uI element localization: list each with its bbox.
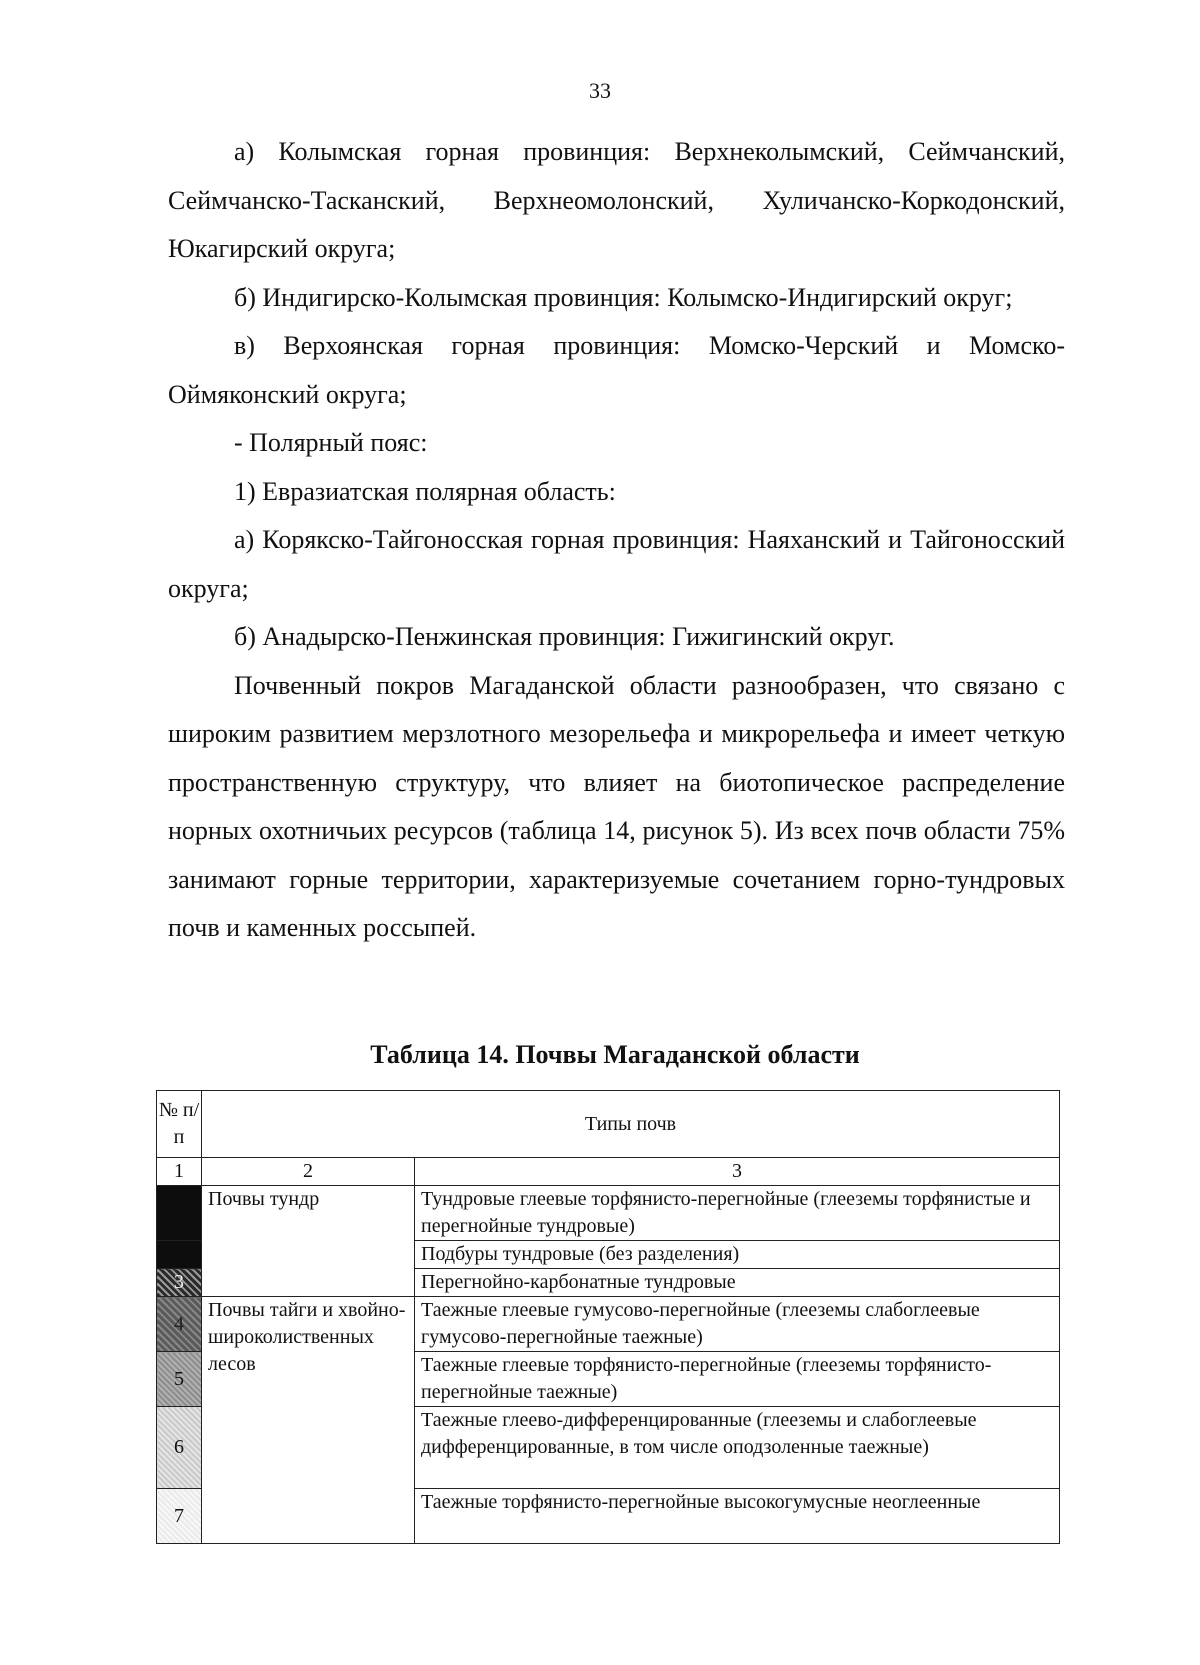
header-num: № п/п (157, 1091, 202, 1158)
legend-swatch: 7 (157, 1489, 202, 1544)
col-index-3: 3 (415, 1158, 1060, 1186)
table-header-row (157, 1091, 1060, 1158)
soil-type: Таежные глеевые гумусово-перегнойные (глееземы слабоглеевые гумусово-перегнойные таежные) (415, 1297, 1060, 1352)
soil-type: Тундровые глеевые торфянисто-перегнойные (глееземы торфянистые и перегнойные тундровые) (415, 1186, 1060, 1241)
legend-swatch (157, 1241, 202, 1269)
table-row (157, 1297, 1060, 1352)
soil-type: Таежные глеевые торфянисто-перегнойные (глееземы торфянисто-перегнойные таежные) (415, 1352, 1060, 1407)
table-index-row (157, 1158, 1060, 1186)
legend-swatch: 3 (157, 1269, 202, 1297)
paragraph: а) Корякско-Тайгоносская горная провинция: Наяханский и Тайгоносский округа; (168, 525, 1065, 603)
paragraph: б) Индигирско-Колымская провинция: Колымско-Индигирский округ; (234, 282, 1013, 312)
legend-swatch: 5 (157, 1352, 202, 1407)
paragraph: в) Верхоянская горная провинция: Момско-Черский и Момско-Оймяконский округа; (168, 331, 1065, 409)
legend-swatch: 6 (157, 1407, 202, 1489)
group-taiga: Почвы тайги и хвойно-широколиственных лесов (202, 1297, 415, 1544)
legend-swatch: 4 (157, 1297, 202, 1352)
paragraph: 1) Евразиатская полярная область: (234, 476, 616, 506)
paragraph: б) Анадырско-Пенжинская провинция: Гижигинский округ. (234, 622, 895, 651)
legend-swatch (157, 1186, 202, 1241)
paragraph: - Полярный пояс: (234, 428, 428, 457)
table-caption: Таблица 14. Почвы Магаданской области (370, 1040, 860, 1069)
soil-type: Перегнойно-карбонатные тундровые (415, 1269, 1060, 1297)
page-number: 33 (589, 78, 611, 103)
col-index-2: 2 (202, 1158, 415, 1186)
soil-type: Таежные торфянисто-перегнойные высокогумусные неоглеенные (415, 1489, 1060, 1544)
table-row (157, 1186, 1060, 1241)
group-tundra: Почвы тундр (202, 1186, 415, 1297)
soil-type: Таежные глеево-дифференцированные (глееземы и слабоглеевые дифференцированные, в том числе оподзоленные таежные) (415, 1407, 1060, 1489)
header-types: Типы почв (202, 1091, 1060, 1158)
body-text (168, 128, 1065, 953)
soil-table (156, 1090, 1060, 1544)
paragraph: а) Колымская горная провинция: Верхнеколымский, Сеймчанский, Сеймчанско-Тасканский, Верхнеомолонский, Хуличанско-Коркодонский, Юкагирский округа; (168, 137, 1065, 263)
soil-type: Подбуры тундровые (без разделения) (415, 1241, 1060, 1269)
paragraph: Почвенный покров Магаданской области разнообразен, что связано с широким развитием мерзлотного мезорельефа и микрорельефа и имеет четкую пространственную структуру, что влияет на биотопическое распределение норных охотничьих ресурсов (таблица 14, рисунок 5). Из всех почв области 75% занимают горные территории, характеризуемые сочетанием горно-тундровых почв и каменных россыпей. (168, 670, 1065, 942)
col-index-1: 1 (157, 1158, 202, 1186)
